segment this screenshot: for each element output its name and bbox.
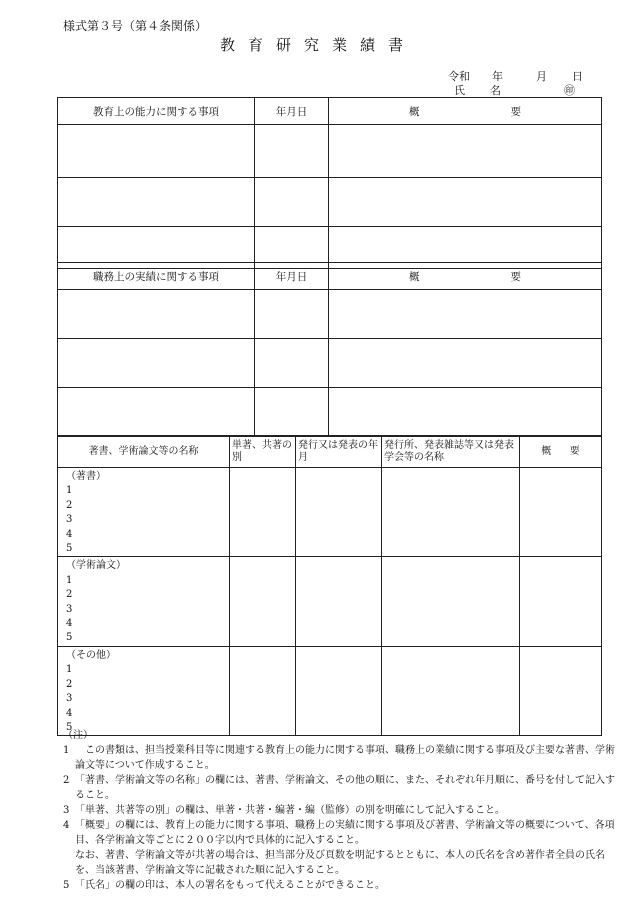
header-publisher: 発行所、発表雑誌等又は発表学会等の名称 — [382, 436, 520, 468]
table-cell[interactable] — [296, 646, 382, 735]
year-label: 年 — [492, 70, 503, 83]
table-cell[interactable] — [58, 388, 255, 437]
group-papers[interactable] — [58, 557, 230, 646]
list-item: 2 — [66, 499, 73, 511]
table-cell[interactable] — [255, 388, 329, 437]
table-cell[interactable] — [382, 646, 520, 735]
table-cell[interactable] — [296, 557, 382, 646]
education-ability-table — [57, 97, 602, 269]
name-label-2: 名 — [490, 84, 501, 97]
table-cell[interactable] — [58, 125, 255, 178]
group-label: （その他） — [66, 649, 116, 661]
note-text: なお、著書、学術論文等が共著の場合は、担当部分及び頁数を明記するとともに、本人の氏名を含め著作者全員の氏名を、当該著書、学術論文等に記載された順に記入すること。 — [75, 850, 605, 876]
table-cell[interactable] — [329, 339, 602, 388]
table-cell[interactable] — [329, 388, 602, 437]
list-item: 4 — [66, 618, 73, 630]
table-cell[interactable] — [255, 178, 329, 227]
publications-table — [57, 435, 602, 736]
list-item: 1 — [66, 574, 73, 586]
table-cell[interactable] — [382, 468, 520, 557]
table-cell[interactable] — [296, 468, 382, 557]
seal-mark: ㊞ — [564, 84, 575, 97]
list-item: 2 — [66, 589, 73, 601]
month-label: 月 — [536, 70, 547, 83]
table-cell[interactable] — [58, 178, 255, 227]
notes-heading: （注） — [63, 730, 93, 741]
note-number: 4 — [63, 820, 70, 831]
group-label: （著書） — [66, 471, 106, 482]
header-date: 年月日 — [255, 98, 329, 125]
header-summary: 概 要 — [329, 98, 602, 125]
header-authorship: 単著、共著の別 — [230, 436, 296, 468]
table-cell[interactable] — [58, 339, 255, 388]
header-work-items: 職務上の実績に関する事項 — [58, 263, 255, 290]
table-cell[interactable] — [58, 290, 255, 339]
table-cell[interactable] — [230, 557, 296, 646]
table-cell[interactable] — [520, 468, 602, 557]
note-text: この書類は、担当授業科目等に関連する教育上の能力に関する事項、職務上の業績に関する事項及び主要な著書、学術論文等について作成すること。 — [75, 745, 615, 771]
table-cell[interactable] — [520, 557, 602, 646]
day-label: 日 — [572, 70, 583, 83]
header-publication-name: 著書、学術論文等の名称 — [58, 436, 230, 468]
table-cell[interactable] — [520, 646, 602, 735]
group-books[interactable] — [58, 468, 230, 557]
table-cell[interactable] — [255, 290, 329, 339]
era-label: 令和 — [448, 70, 470, 83]
list-item: 5 — [66, 721, 73, 733]
note-text: 「氏名」の欄の印は、本人の署名をもって代えることができること。 — [75, 880, 385, 891]
note-text: 「著書、学術論文等の名称」の欄には、著書、学術論文、その他の順に、また、それぞれ年月順に、番号を付して記入すること。 — [75, 775, 615, 801]
header-publish-date: 発行又は発表の年月 — [296, 436, 382, 468]
note-text: 「概要」の欄には、教育上の能力に関する事項、職務上の実績に関する事項及び著書、学術論文等の概要について、各項目、各学術論文等ごとに２００字以内で具体的に記入すること。 — [75, 820, 615, 846]
table-cell[interactable] — [255, 125, 329, 178]
list-item: 3 — [66, 603, 73, 615]
table-cell[interactable] — [230, 468, 296, 557]
list-item: 3 — [66, 693, 73, 705]
group-other[interactable] — [58, 646, 230, 735]
note-number: 3 — [63, 805, 70, 816]
table-cell[interactable] — [329, 178, 602, 227]
page-title: 教育研究業績書 — [219, 36, 416, 54]
table-cell[interactable] — [329, 290, 602, 339]
table-cell[interactable] — [255, 339, 329, 388]
list-item: 1 — [66, 664, 73, 676]
header-education-items: 教育上の能力に関する事項 — [58, 98, 255, 125]
notes — [63, 728, 618, 893]
header-summary: 概 要 — [520, 436, 602, 468]
work-achievement-table — [57, 262, 602, 437]
form-number: 様式第３号（第４条関係） — [63, 19, 208, 33]
note-number: 5 — [63, 880, 70, 891]
list-item: 5 — [66, 543, 73, 555]
note-text: 「単著、共著等の別」の欄は、単著・共著・編著・編（監修）の別を明確にして記入すること。 — [75, 805, 505, 816]
table-cell[interactable] — [230, 646, 296, 735]
name-label-1: 氏 — [454, 84, 465, 97]
header-summary: 概 要 — [329, 263, 602, 290]
table-cell[interactable] — [382, 557, 520, 646]
note-number: 2 — [63, 775, 70, 786]
group-label: （学術論文） — [66, 560, 126, 572]
header-date: 年月日 — [255, 263, 329, 290]
table-cell[interactable] — [329, 125, 602, 178]
list-item: 4 — [66, 528, 73, 540]
list-item: 1 — [66, 485, 73, 497]
list-item: 2 — [66, 678, 73, 690]
list-item: 5 — [66, 632, 73, 644]
list-item: 3 — [66, 514, 73, 526]
list-item: 4 — [66, 707, 73, 719]
note-number: 1 — [63, 745, 70, 756]
